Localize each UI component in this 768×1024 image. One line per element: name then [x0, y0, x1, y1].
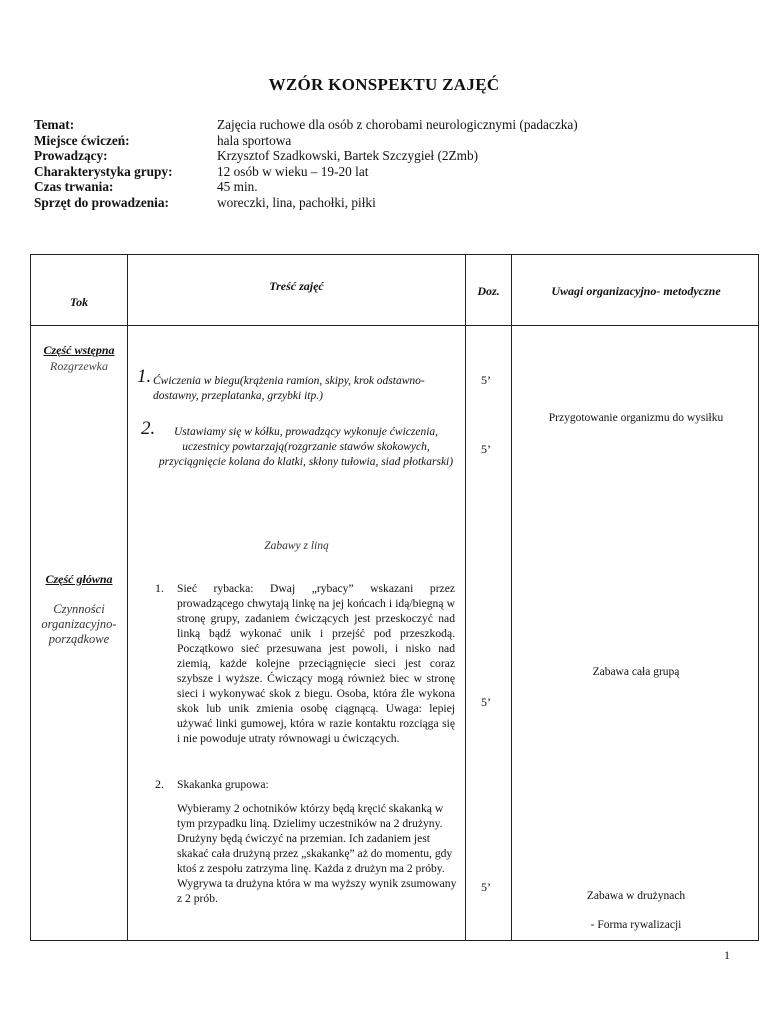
item-number: 2.: [155, 777, 164, 791]
subsection-heading: Zabawy z liną: [264, 540, 329, 552]
header-tok: Tok: [69, 295, 89, 309]
info-value: Krzysztof Szadkowski, Bartek Szczygieł (2Zmb): [217, 148, 479, 163]
game-item-2: Wybieramy 2 ochotników którzy będą kręcić skakanką w tym przypadku liną. Dzielimy uczestników na 2 drużyny. Drużyny będą ćwiczyć na przemian. Ich zadaniem jest skakać cała drużyną przez „skakankę” aż do momentu, gdy ktoś z zespołu zatrzyma linę. Każda z drużyn ma 2 próby. Wygrywa ta drużyna która w ma wyższy wynik zsumowany z 2 prób.: [177, 802, 457, 905]
info-row-grupa: [34, 164, 578, 180]
info-row-czas: [34, 179, 578, 195]
info-row-temat: [34, 117, 578, 133]
info-value: 45 min.: [217, 179, 258, 194]
info-label: Prowadzący:: [34, 148, 108, 163]
header-uwagi: Uwagi organizacyjno- metodyczne: [551, 284, 721, 298]
column-divider: [465, 255, 466, 940]
game-item-2-label: Skakanka grupowa:: [177, 778, 269, 791]
item-number: 2.: [141, 418, 156, 439]
header-doz: Doz.: [477, 284, 500, 298]
info-label: Miejsce ćwiczeń:: [34, 132, 130, 148]
lesson-table: [30, 254, 759, 941]
section-glowna-sub: Czynności organizacyjno-porządkowe: [41, 602, 117, 646]
warmup-item-1: Ćwiczenia w biegu(krążenia ramion, skipy, krok odstawno-dostawny, przeplatanka, grzybki itp.): [153, 375, 425, 402]
warmup-item-2: Ustawiamy się w kółku, prowadzący wykonuje ćwiczenia, uczestnicy powtarzają(rozgrzanie stawów skokowych, przyciągnięcie kolana do klatki, skłony tułowia, siad płotkarski): [158, 426, 454, 468]
dosage: 5’: [481, 695, 491, 709]
info-row-sprzet: [34, 195, 578, 211]
remark-game-2-form: - Forma rywalizacji: [590, 919, 682, 931]
section-glowna-title: Część główna: [45, 572, 113, 586]
remark-game-2: Zabawa w drużynach: [586, 890, 686, 902]
header-divider: [31, 325, 758, 326]
info-label: Czas trwania:: [34, 179, 114, 194]
header-tresc: Treść zajęć: [269, 279, 324, 293]
info-row-prowadzacy: [34, 148, 578, 164]
column-divider: [511, 255, 512, 940]
dosage: 5’: [481, 373, 491, 387]
page-title: WZÓR KONSPEKTU ZAJĘĆ: [268, 75, 500, 94]
section-wstepna-title: Część wstępna: [43, 343, 115, 357]
info-value: 12 osób w wieku – 19-20 lat: [217, 163, 369, 179]
info-label: Sprzęt do prowadzenia:: [34, 194, 169, 210]
info-label: Temat:: [34, 117, 75, 132]
info-value: hala sportowa: [217, 132, 292, 148]
info-block: [34, 117, 578, 210]
remark-wstepna: Przygotowanie organizmu do wysiłku: [548, 412, 724, 424]
dosage: 5’: [481, 880, 491, 894]
section-wstepna-sub: Rozgrzewka: [50, 359, 108, 373]
page-number: 1: [724, 948, 730, 962]
item-number: 1.: [155, 581, 164, 595]
info-value: Zajęcia ruchowe dla osób z chorobami neurologicznymi (padaczka): [217, 117, 578, 132]
info-label: Charakterystyka grupy:: [34, 163, 173, 179]
info-value: woreczki, lina, pachołki, piłki: [217, 194, 376, 210]
info-row-miejsce: [34, 133, 578, 149]
game-item-1: Sieć rybacka: Dwaj „rybacy” wskazani przez prowadzącego chwytają linkę na jej końcach i idą/biegną w stronę grupy, zadaniem ćwiczących jest przeskoczyć nad linką bądź wykonać unik i przejść pod przeszkodą. Początkowo sieć przesuwana jest powoli, i nisko nad ziemią, każde kolejne przeciągnięcie sieci jest coraz szybsze i wyższe. Ćwiczący mogą również biec w stronę sieci i wykonywać skok z biegu. Osoba, która źle wykona skok lub unik zmienia osobę ciągnącą. Uwaga: lepiej używać linki gumowej, która w razie kontaktu rozciąga się i nie powoduje utraty równowagi u ćwiczących.: [177, 582, 455, 745]
column-divider: [127, 255, 128, 940]
item-number: 1.: [137, 366, 152, 387]
remark-game-1: Zabawa cała grupą: [592, 666, 680, 678]
dosage: 5’: [481, 442, 491, 456]
